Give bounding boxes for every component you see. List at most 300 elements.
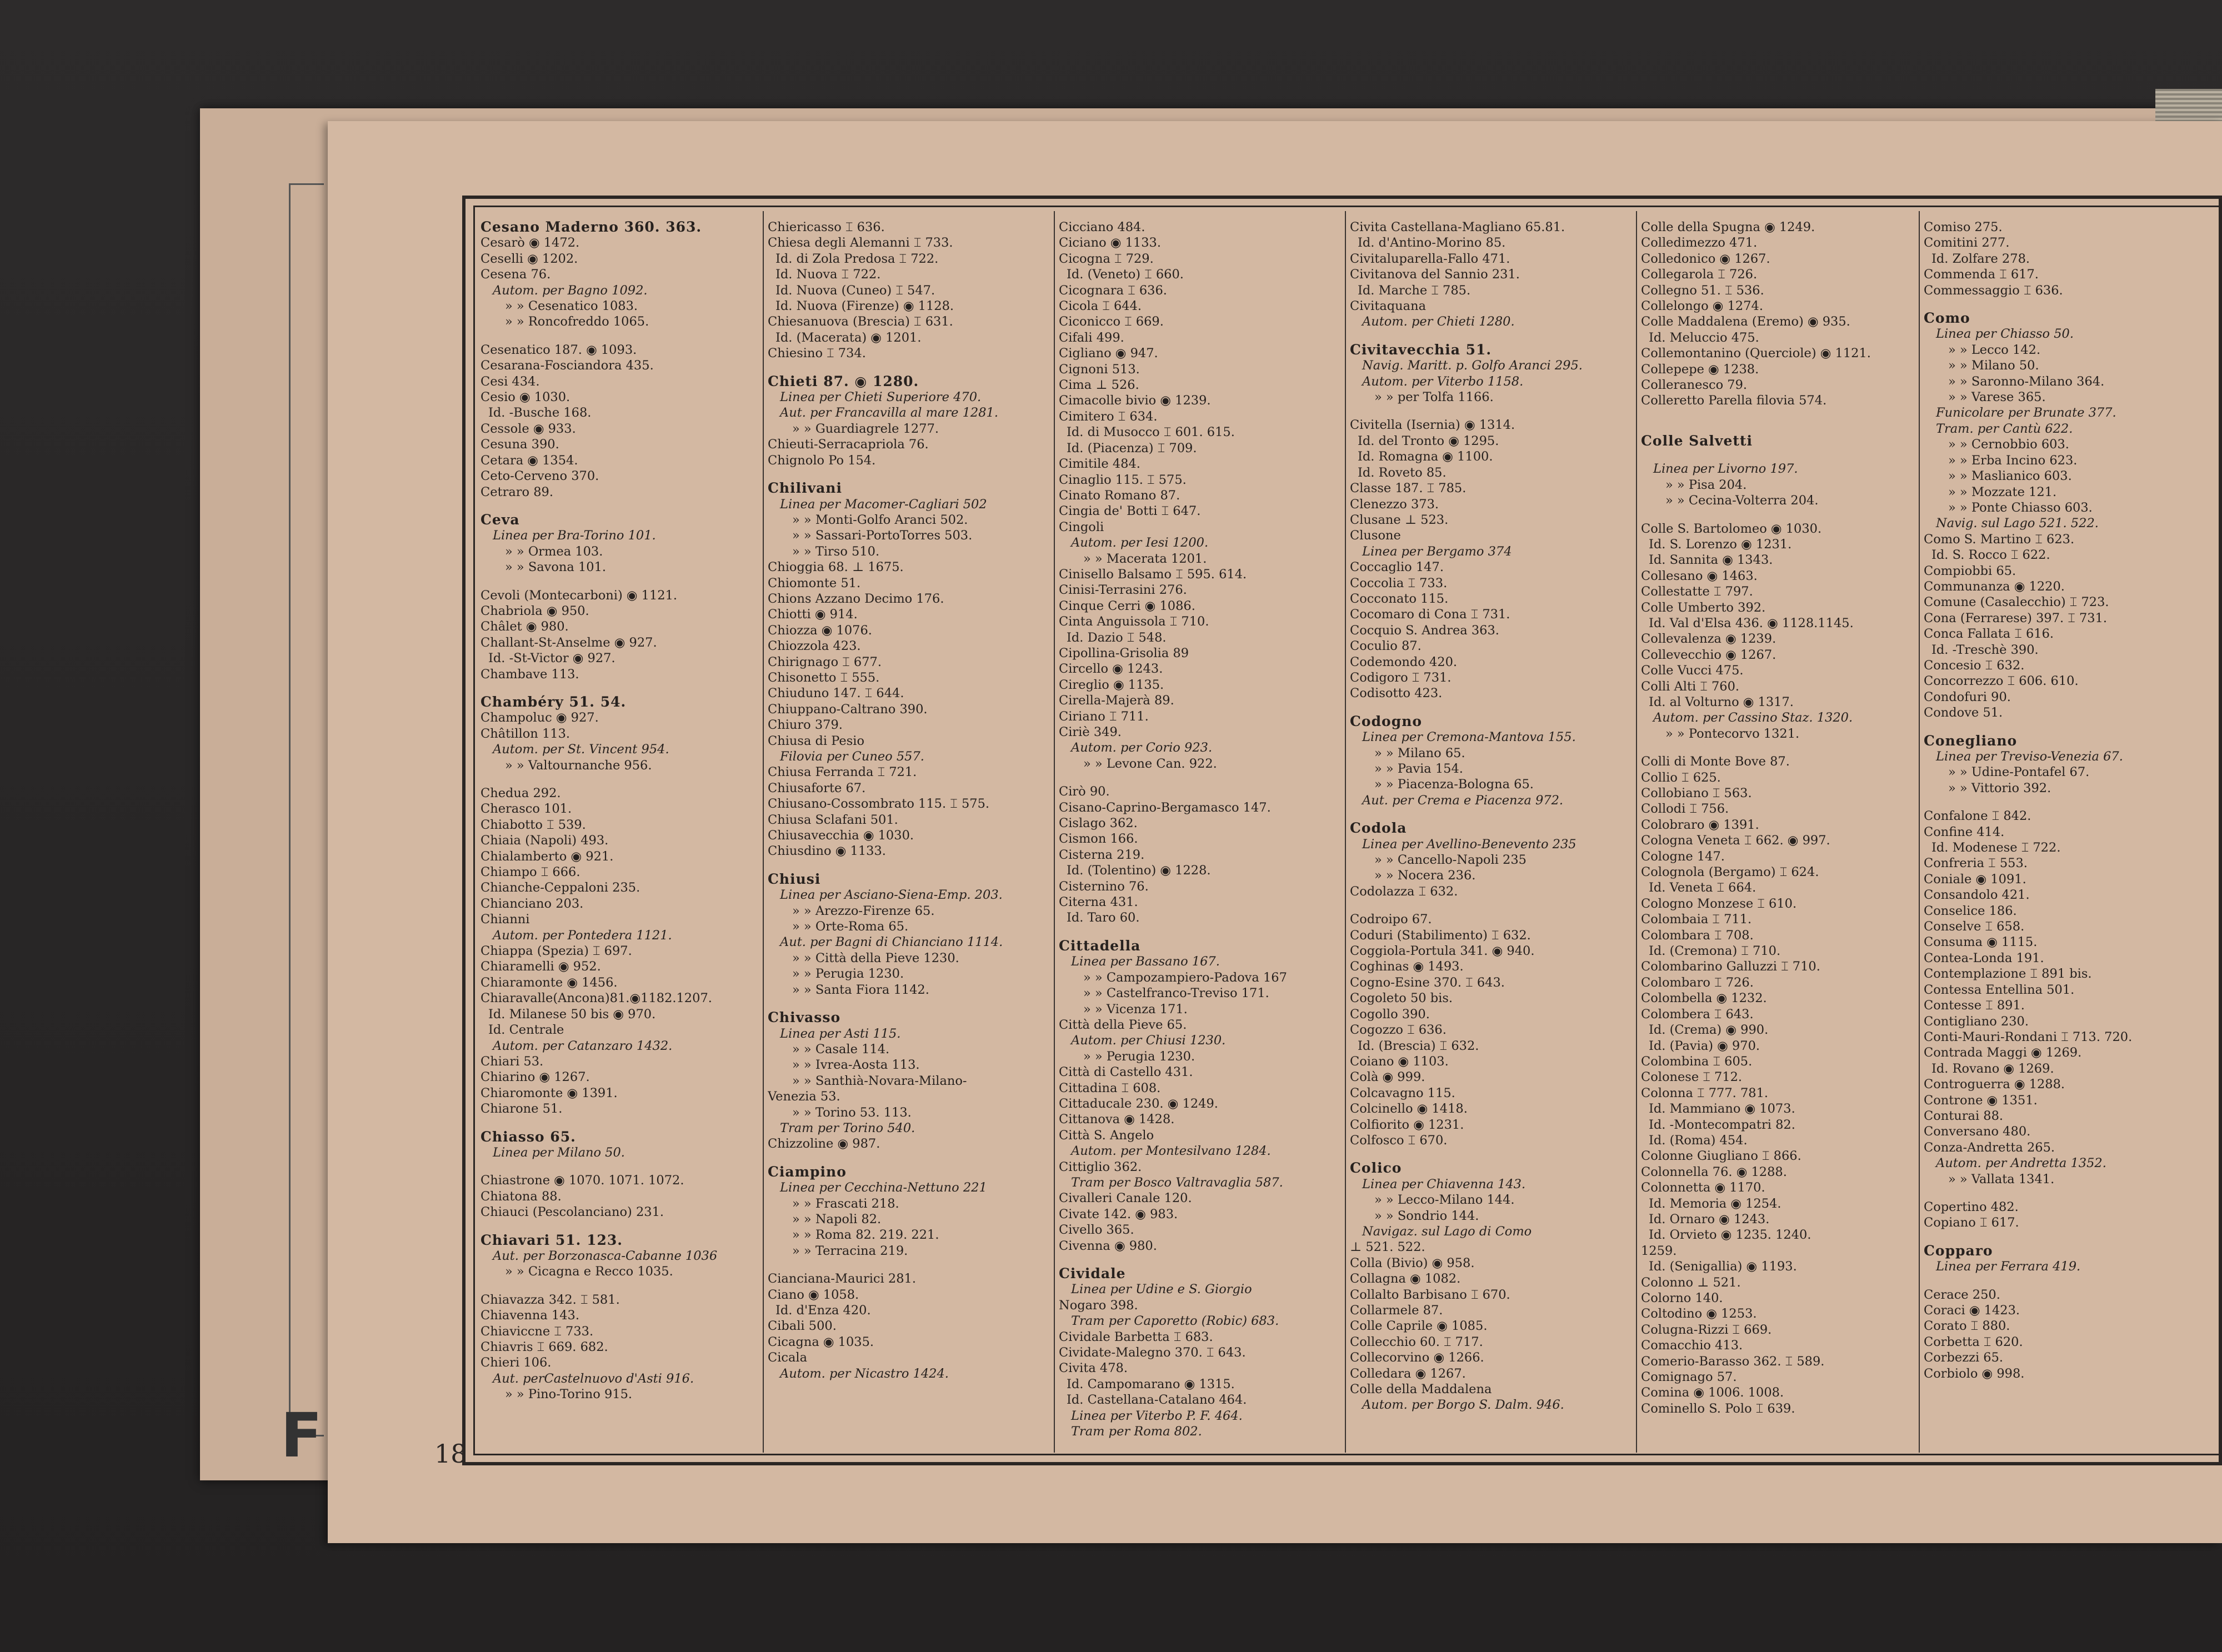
index-entry: Copertino 482.	[1924, 1199, 2019, 1214]
index-entry: » » Savona 101.	[505, 560, 607, 575]
index-entry: Id. (Roma) 454.	[1649, 1133, 1748, 1148]
column-rule	[1345, 211, 1346, 1453]
index-entry: Autom. per Pontedera 1121.	[493, 928, 672, 943]
index-entry: Collemontanino (Querciole) ◉ 1121.	[1641, 346, 1871, 361]
entry-gap	[1924, 1275, 2213, 1287]
index-entry: » » Castelfranco-Treviso 171.	[1083, 986, 1269, 1001]
index-entry: Cominello S. Polo ⌶ 639.	[1641, 1401, 1795, 1416]
entry-gap	[1059, 926, 1339, 938]
index-entry: Chieri 106.	[481, 1355, 552, 1370]
index-entry: Id. Zolfare 278.	[1931, 251, 2030, 266]
index-entry: Chiuro 379.	[768, 718, 843, 733]
index-entry: Confreria ⌶ 553.	[1924, 856, 2028, 871]
index-entry: Cicogna ⌶ 729.	[1059, 251, 1154, 266]
index-entry: Civenna ◉ 980.	[1059, 1238, 1157, 1253]
index-entry: Colà ◉ 999.	[1350, 1070, 1425, 1085]
index-entry: Id. Val d'Elsa 436. ◉ 1128.1145.	[1649, 615, 1854, 630]
index-entry: Chiari 53.	[481, 1054, 544, 1069]
entry-gap	[768, 362, 1048, 374]
index-entry: Colonne Giugliano ⌶ 866.	[1641, 1149, 1801, 1164]
index-entry: Cetraro 89.	[481, 484, 553, 499]
index-entry: » » Perugia 1230.	[1083, 1049, 1195, 1064]
index-entry: Id. Dazio ⌶ 548.	[1067, 630, 1167, 645]
index-entry: Condofuri 90.	[1924, 689, 2011, 704]
index-entry: Chiauci (Pescolanciano) 231.	[481, 1205, 664, 1220]
index-entry: » » Vallata 1341.	[1948, 1172, 2055, 1187]
index-entry: Cisterna 219.	[1059, 847, 1145, 862]
index-entry: Cisternino 76.	[1059, 879, 1149, 894]
index-entry: Coculio 87.	[1350, 639, 1422, 654]
index-entry: » » Lecco-Milano 144.	[1374, 1193, 1515, 1208]
index-entry: Chiaviccne ⌶ 733.	[481, 1324, 594, 1339]
index-entry: Colla (Bivio) ◉ 958.	[1350, 1255, 1475, 1270]
index-entry: Linea per Asti 115.	[780, 1026, 901, 1041]
index-entry: Como	[1924, 310, 1970, 327]
index-entry: Cifali 499.	[1059, 330, 1124, 345]
index-entry: Cinato Romano 87.	[1059, 488, 1180, 503]
index-entry: Chiusaforte 67.	[768, 780, 866, 795]
index-entry: Tram per Torino 540.	[780, 1120, 915, 1135]
index-entry: Colombaro ⌶ 726.	[1641, 975, 1754, 990]
index-entry: Linea per Macomer-Cagliari 502	[780, 497, 987, 512]
index-entry: Cetara ◉ 1354.	[481, 453, 578, 468]
index-entry: Colorno 140.	[1641, 1291, 1723, 1305]
index-entry: Linea per Bergamo 374	[1362, 544, 1512, 559]
index-entry: » » Ormea 103.	[505, 544, 603, 559]
index-entry: Cipollina-Grisolia 89	[1059, 645, 1189, 660]
index-entry: Autom. per Catanzaro 1432.	[493, 1038, 673, 1053]
index-entry: Comiso 275.	[1924, 220, 2003, 234]
index-entry: Citerna 431.	[1059, 895, 1138, 910]
index-entry: » » Roncofreddo 1065.	[505, 314, 649, 329]
index-entry: Linea per Chieti Superiore 470.	[780, 390, 982, 405]
index-entry: » » Sassari-PortoTorres 503.	[792, 528, 973, 543]
index-entry: Colle della Maddalena	[1350, 1382, 1492, 1397]
index-entry: Cologne 147.	[1641, 849, 1725, 864]
index-entry: Chiozza ◉ 1076.	[768, 623, 872, 638]
index-entry: Commessaggio ⌶ 636.	[1924, 283, 2063, 298]
index-entry: Colledara ◉ 1267.	[1350, 1366, 1466, 1381]
index-entry: Consandolo 421.	[1924, 888, 2030, 903]
index-entry: Colico	[1350, 1160, 1402, 1177]
index-entry: Circello ◉ 1243.	[1059, 662, 1163, 677]
index-entry: Id. Orvieto ◉ 1235. 1240.	[1649, 1228, 1811, 1243]
index-entry: Autom. per Montesilvano 1284.	[1071, 1144, 1271, 1159]
index-entry: Colfiorito ◉ 1231.	[1350, 1117, 1464, 1132]
index-entry: Cisano-Caprino-Bergamasco 147.	[1059, 800, 1271, 815]
index-entry: Colombaia ⌶ 711.	[1641, 912, 1752, 927]
index-entry: Colonna ⌶ 777. 781.	[1641, 1085, 1769, 1100]
index-entry: » » Tirso 510.	[792, 544, 880, 559]
index-entry: Chiusa Ferranda ⌶ 721.	[768, 765, 917, 780]
index-entry: Chiuduno 147. ⌶ 644.	[768, 686, 904, 701]
index-entry: Id. di Musocco ⌶ 601. 615.	[1067, 425, 1235, 440]
index-entry: Chiavris ⌶ 669. 682.	[481, 1340, 608, 1354]
index-entry: » » Milano 65.	[1374, 745, 1465, 760]
index-entry: Confine 414.	[1924, 824, 2005, 839]
index-entry: Chiotti ◉ 914.	[768, 607, 858, 622]
index-entry: » » Mozzate 121.	[1948, 484, 2057, 499]
index-entry: Id. S. Lorenzo ◉ 1231.	[1649, 537, 1792, 552]
index-entry: Colle della Spugna ◉ 1249.	[1641, 220, 1815, 234]
entry-gap	[481, 773, 761, 785]
index-entry: Como S. Martino ⌶ 623.	[1924, 532, 2075, 547]
entry-gap	[481, 1220, 761, 1233]
index-entry: » » Vittorio 392.	[1948, 780, 2051, 795]
index-entry: Civita 478.	[1059, 1361, 1128, 1376]
entry-gap	[481, 1117, 761, 1129]
index-entry: Colombarino Galluzzi ⌶ 710.	[1641, 959, 1820, 974]
index-entry: Chiaramonte ◉ 1456.	[481, 975, 618, 990]
index-entry: Collevecchio ◉ 1267.	[1641, 647, 1776, 662]
entry-gap	[768, 998, 1048, 1010]
index-entry: Coccaglio 147.	[1350, 560, 1444, 575]
entry-gap	[1059, 1254, 1339, 1266]
index-entry: Cittadina ⌶ 608.	[1059, 1080, 1161, 1095]
index-entry: Ceto-Cerveno 370.	[481, 469, 599, 484]
index-entry: Chabriola ◉ 950.	[481, 603, 589, 618]
index-entry: Colledonico ◉ 1267.	[1641, 251, 1770, 266]
index-entry: Conegliano	[1924, 732, 2018, 749]
index-entry: Chisonetto ⌶ 555.	[768, 670, 880, 685]
entry-gap	[481, 1280, 761, 1292]
index-entry: Linea per Viterbo P. F. 464.	[1071, 1408, 1243, 1423]
index-entry: Città della Pieve 65.	[1059, 1017, 1187, 1032]
index-entry: Id. Mammiano ◉ 1073.	[1649, 1102, 1795, 1117]
index-entry: Linea per Bra-Torino 101.	[493, 528, 656, 543]
index-entry: Id. al Volturno ◉ 1317.	[1649, 694, 1794, 709]
index-entry: Chiappa (Spezia) ⌶ 697.	[481, 944, 632, 959]
index-entry: Cimitero ⌶ 634.	[1059, 409, 1158, 424]
index-entry: Autom. per Borgo S. Dalm. 946.	[1362, 1398, 1564, 1413]
index-entry: Champoluc ◉ 927.	[481, 710, 599, 725]
index-entry: » » Saronno-Milano 364.	[1948, 374, 2105, 389]
index-entry: Collalto Barbisano ⌶ 670.	[1350, 1287, 1510, 1302]
index-entry: Colle Vucci 475.	[1641, 663, 1744, 678]
index-entry: Colonese ⌶ 712.	[1641, 1070, 1743, 1085]
index-entry: » » Ivrea-Aosta 113.	[792, 1058, 920, 1073]
index-entry: Colle Salvetti	[1641, 432, 1753, 449]
index-entry: Id. (Tolentino) ◉ 1228.	[1067, 863, 1211, 878]
index-entry: Chivasso	[768, 1009, 841, 1026]
entry-gap	[1059, 772, 1339, 784]
underlying-page-letter: F	[281, 1400, 323, 1471]
index-entry: Chiusavecchia ◉ 1030.	[768, 828, 914, 843]
entry-gap	[1350, 702, 1630, 714]
column-rule	[763, 211, 764, 1453]
index-entry: Chizzoline ◉ 987.	[768, 1137, 880, 1152]
index-entry: Cignoni 513.	[1059, 362, 1140, 377]
entry-gap	[1924, 796, 2213, 808]
entry-gap	[1641, 509, 1921, 521]
index-entry: Chioggia 68. ⊥ 1675.	[768, 560, 904, 575]
index-entry: Colfosco ⌶ 670.	[1350, 1133, 1448, 1148]
index-entry: Id. Nuova (Cuneo) ⌶ 547.	[775, 283, 935, 298]
index-entry: Chambave 113.	[481, 667, 579, 682]
index-entry: » » Cecina-Volterra 204.	[1665, 493, 1819, 508]
index-entry: Collelongo ◉ 1274.	[1641, 299, 1764, 314]
index-entry: » » Arezzo-Firenze 65.	[792, 903, 935, 918]
column-rule	[1054, 211, 1055, 1453]
index-entry: Cislago 362.	[1059, 816, 1138, 831]
index-entry: Chiavari 51. 123.	[481, 1232, 623, 1248]
index-entry: Civitavecchia 51.	[1350, 341, 1492, 358]
index-entry: Cinta Anguissola ⌶ 710.	[1059, 614, 1209, 629]
index-entry: Colleranesco 79.	[1641, 378, 1748, 393]
index-entry: Autom. per Andretta 1352.	[1936, 1156, 2106, 1171]
index-entry: ⊥ 521. 522.	[1350, 1240, 1425, 1255]
index-entry: Contesse ⌶ 891.	[1924, 998, 2025, 1013]
index-entry: Collegarola ⌶ 726.	[1641, 267, 1758, 282]
index-entry: Cimacolle bivio ◉ 1239.	[1059, 393, 1211, 408]
entry-gap	[768, 468, 1048, 480]
index-entry: » » Torino 53. 113.	[792, 1105, 912, 1120]
index-entry: Id. (Piacenza) ⌶ 709.	[1067, 440, 1197, 455]
entry-gap	[768, 1152, 1048, 1164]
index-column-3	[1059, 219, 1339, 1453]
index-entry: Colonnetta ◉ 1170.	[1641, 1180, 1765, 1195]
index-entry: Cerace 250.	[1924, 1287, 2000, 1302]
index-entry: Linea per Bassano 167.	[1071, 954, 1220, 969]
index-column-6	[1924, 219, 2213, 1453]
index-column-2	[768, 219, 1048, 1453]
index-entry: » » Monti-Golfo Aranci 502.	[792, 512, 968, 527]
index-entry: Cicola ⌶ 644.	[1059, 299, 1142, 314]
index-entry: Civello 365.	[1059, 1223, 1134, 1238]
index-entry: Clusone	[1350, 528, 1401, 543]
index-entry: Cividale	[1059, 1265, 1126, 1281]
index-entry: Collestatte ⌶ 797.	[1641, 584, 1753, 599]
index-entry: Civita Castellana-Magliano 65.81.	[1350, 220, 1565, 234]
index-entry: Conselve ⌶ 658.	[1924, 919, 2025, 934]
index-entry: Colcavagno 115.	[1350, 1085, 1455, 1100]
index-entry: Cicognara ⌶ 636.	[1059, 283, 1167, 298]
index-entry: Id. di Zola Predosa ⌶ 722.	[775, 251, 939, 266]
index-entry: Autom. per Viterbo 1158.	[1362, 374, 1524, 389]
index-entry: Id. Taro 60.	[1067, 910, 1140, 925]
index-entry: Cogno-Esine 370. ⌶ 643.	[1350, 975, 1505, 990]
index-entry: Chiericasso ⌶ 636.	[768, 220, 885, 234]
index-entry: Autom. per Nicastro 1424.	[780, 1366, 949, 1381]
index-entry: Ciriano ⌶ 711.	[1059, 709, 1149, 724]
index-entry: Cessole ◉ 933.	[481, 421, 576, 436]
index-entry: » » Pavia 154.	[1374, 762, 1463, 776]
index-entry: Tram per Bosco Valtravaglia 587.	[1071, 1175, 1283, 1190]
index-entry: Cirò 90.	[1059, 784, 1110, 799]
index-entry: Chambéry 51. 54.	[481, 693, 627, 710]
index-entry: Ciciano ◉ 1133.	[1059, 236, 1162, 251]
index-entry: Contemplazione ⌶ 891 bis.	[1924, 967, 2092, 982]
index-entry: Chedua 292.	[481, 786, 561, 800]
index-entry: Chianciano 203.	[481, 896, 584, 911]
entry-gap	[481, 330, 761, 342]
index-entry: Tram per Caporetto (Robic) 683.	[1071, 1314, 1279, 1329]
index-entry: Linea per Asciano-Siena-Emp. 203.	[780, 888, 1003, 903]
index-entry: Codola	[1350, 820, 1407, 837]
index-entry: Id. Milanese 50 bis ◉ 970.	[488, 1007, 656, 1022]
index-entry: Id. (Pavia) ◉ 970.	[1649, 1038, 1760, 1053]
index-entry: » » Levone Can. 922.	[1083, 756, 1217, 771]
index-entry: » » Santhià-Novara-Milano-	[792, 1073, 967, 1088]
index-entry: Châlet ◉ 980.	[481, 619, 569, 634]
index-entry: Id. Romagna ◉ 1100.	[1358, 449, 1493, 464]
index-entry: Linea per Chiavenna 143.	[1362, 1177, 1526, 1192]
index-entry: Chiarino ◉ 1267.	[481, 1070, 590, 1085]
index-entry: Chiesa degli Alemanni ⌶ 733.	[768, 236, 953, 251]
entry-gap	[481, 500, 761, 512]
index-entry: Codemondo 420.	[1350, 654, 1458, 669]
index-entry: Comitini 277.	[1924, 236, 2010, 251]
index-entry: Collepepe ◉ 1238.	[1641, 362, 1759, 377]
index-entry: Conza-Andretta 265.	[1924, 1140, 2055, 1155]
index-entry: Cocconato 115.	[1350, 591, 1449, 606]
index-entry: Linea per Treviso-Venezia 67.	[1936, 749, 2123, 764]
index-entry: » » Cernobbio 603.	[1948, 437, 2069, 452]
index-entry: Città di Castello 431.	[1059, 1065, 1193, 1080]
index-entry: Controguerra ◉ 1288.	[1924, 1077, 2065, 1092]
index-entry: Coiano ◉ 1103.	[1350, 1054, 1449, 1069]
index-entry: Conca Fallata ⌶ 616.	[1924, 627, 2054, 642]
index-entry: » » Perugia 1230.	[792, 967, 904, 982]
index-entry: Compiobbi 65.	[1924, 563, 2016, 578]
index-entry: » » Piacenza-Bologna 65.	[1374, 777, 1534, 792]
index-entry: Conti-Mauri-Rondani ⌶ 713. 720.	[1924, 1029, 2133, 1044]
index-entry: Civate 142. ◉ 983.	[1059, 1207, 1178, 1222]
entry-gap	[1924, 1187, 2213, 1199]
index-entry: Chiesanuova (Brescia) ⌶ 631.	[768, 314, 953, 329]
index-entry: Cingia de' Botti ⌶ 647.	[1059, 504, 1201, 519]
column-rule	[1636, 211, 1637, 1453]
index-entry: Id. (Veneto) ⌶ 660.	[1067, 267, 1184, 282]
index-entry: Coniale ◉ 1091.	[1924, 872, 2026, 887]
index-entry: Cingoli	[1059, 519, 1104, 534]
index-entry: » » Nocera 236.	[1374, 868, 1476, 883]
index-entry: Colle Maddalena (Eremo) ◉ 935.	[1641, 314, 1850, 329]
index-entry: Chiusdino ◉ 1133.	[768, 844, 886, 859]
index-entry: Chieuti-Serracapriola 76.	[768, 437, 929, 452]
index-entry: Cevoli (Montecarboni) ◉ 1121.	[481, 588, 678, 603]
index-entry: Chignolo Po 154.	[768, 453, 876, 468]
index-entry: Id. (Macerata) ◉ 1201.	[775, 330, 922, 345]
index-entry: Codolazza ⌶ 632.	[1350, 884, 1458, 899]
entry-gap	[481, 575, 761, 588]
index-entry: Chiusano-Cossombrato 115. ⌶ 575.	[768, 797, 990, 812]
index-entry: » » Udine-Pontafel 67.	[1948, 765, 2090, 780]
index-entry: Cireglio ◉ 1135.	[1059, 677, 1164, 692]
index-entry: Cinisi-Terrasini 276.	[1059, 583, 1187, 598]
index-entry: » » Santa Fiora 1142.	[792, 982, 929, 997]
index-entry: » » Milano 50.	[1948, 358, 2039, 373]
index-entry: Nogaro 398.	[1059, 1298, 1138, 1313]
entry-gap	[1924, 1231, 2213, 1243]
index-entry: Ciampino	[768, 1163, 847, 1180]
index-entry: Clenezzo 373.	[1350, 497, 1439, 512]
index-entry: Colleretto Parella filovia 574.	[1641, 393, 1827, 408]
index-entry: Civitella (Isernia) ◉ 1314.	[1350, 418, 1515, 433]
index-entry: Navigaz. sul Lago di Como	[1362, 1224, 1532, 1239]
index-entry: Chiarone 51.	[481, 1102, 563, 1117]
index-entry: Chiaia (Napoli) 493.	[481, 833, 609, 848]
index-entry: Codisotto 423.	[1350, 686, 1443, 701]
index-entry: Id. -St-Victor ◉ 927.	[488, 651, 615, 666]
index-entry: Civitanova del Sannio 231.	[1350, 267, 1520, 282]
index-entry: Condove 51.	[1924, 705, 2003, 720]
index-entry: Confalone ⌶ 842.	[1924, 809, 2031, 824]
index-entry: Colli di Monte Bove 87.	[1641, 754, 1790, 769]
index-entry: Colonnella 76. ◉ 1288.	[1641, 1164, 1787, 1179]
entry-gap	[1924, 721, 2213, 733]
index-entry: Cinisello Balsamo ⌶ 595. 614.	[1059, 567, 1247, 582]
index-entry: Comacchio 413.	[1641, 1338, 1743, 1353]
index-entry: Autom. per Cassino Staz. 1320.	[1653, 710, 1853, 725]
index-entry: Chiasso 65.	[481, 1128, 576, 1145]
entry-gap	[1350, 899, 1630, 912]
index-entry: Autom. per St. Vincent 954.	[493, 742, 669, 757]
index-entry: Copiano ⌶ 617.	[1924, 1215, 2019, 1230]
index-column-1	[481, 219, 761, 1453]
index-entry: Controne ◉ 1351.	[1924, 1093, 2038, 1108]
index-entry: Linea per Chiasso 50.	[1936, 327, 2074, 342]
index-entry: Linea per Avellino-Benevento 235	[1362, 837, 1577, 852]
index-entry: Chions Azzano Decimo 176.	[768, 591, 944, 606]
index-entry: Cismon 166.	[1059, 832, 1138, 847]
index-entry: Colle S. Bartolomeo ◉ 1030.	[1641, 521, 1822, 536]
index-entry: Chirignago ⌶ 677.	[768, 654, 882, 669]
index-entry: Linea per Cremona-Mantova 155.	[1362, 730, 1576, 745]
index-entry: Corbiolo ◉ 998.	[1924, 1366, 2025, 1381]
index-entry: Id. Rovano ◉ 1269.	[1931, 1061, 2054, 1076]
index-entry: Cogoleto 50 bis.	[1350, 991, 1453, 1006]
index-entry: » » Varese 365.	[1948, 390, 2046, 405]
index-entry: Aut. per Borzonasca-Cabanne 1036	[493, 1248, 718, 1263]
index-entry: Chiusa di Pesio	[768, 733, 864, 748]
index-entry: Ciriè 349.	[1059, 725, 1122, 739]
index-entry: Collesano ◉ 1463.	[1641, 568, 1758, 583]
index-entry: » » Macerata 1201.	[1083, 551, 1207, 566]
index-entry: Cesano Maderno 360. 363.	[481, 219, 702, 235]
index-entry: Collagna ◉ 1082.	[1350, 1271, 1461, 1286]
entry-gap	[768, 859, 1048, 872]
index-entry: Id. Roveto 85.	[1358, 465, 1447, 480]
page-number: 18	[434, 1439, 467, 1469]
index-entry: Collevalenza ◉ 1239.	[1641, 632, 1776, 647]
index-entry: Colognola (Bergamo) ⌶ 624.	[1641, 865, 1819, 880]
index-entry: » » per Tolfa 1166.	[1374, 390, 1494, 405]
index-entry: Aut. perCastelnuovo d'Asti 916.	[493, 1371, 694, 1386]
index-entry: Autom. per Chieti 1280.	[1362, 314, 1515, 329]
index-entry: Id. (Crema) ◉ 990.	[1649, 1023, 1769, 1038]
index-entry: Id. Veneta ⌶ 664.	[1649, 880, 1756, 895]
index-entry: » » Pontecorvo 1321.	[1665, 726, 1800, 741]
index-column-4	[1350, 219, 1630, 1453]
index-entry: Ciconicco ⌶ 669.	[1059, 314, 1164, 329]
index-entry: » » Cesenatico 1083.	[505, 299, 638, 314]
index-entry: Coggiola-Portula 341. ◉ 940.	[1350, 944, 1535, 959]
index-entry: Cona (Ferrarese) 397. ⌶ 731.	[1924, 610, 2108, 625]
index-entry: Chialamberto ◉ 921.	[481, 849, 614, 864]
index-entry: Navig. sul Lago 521. 522.	[1936, 516, 2099, 531]
index-entry: » » Valtournanche 956.	[505, 758, 652, 773]
index-entry: Filovia per Cuneo 557.	[780, 749, 924, 764]
index-entry: Id. Meluccio 475.	[1649, 330, 1759, 345]
index-entry: Cirella-Majerà 89.	[1059, 693, 1174, 708]
index-entry: Id. -Montecompatri 82.	[1649, 1117, 1795, 1132]
index-entry: Id. (Brescia) ⌶ 632.	[1358, 1038, 1479, 1053]
entry-gap	[1350, 330, 1630, 342]
entry-gap	[481, 1160, 761, 1173]
index-entry: Comune (Casalecchio) ⌶ 723.	[1924, 595, 2109, 610]
index-entry: Colombella ◉ 1232.	[1641, 991, 1767, 1006]
